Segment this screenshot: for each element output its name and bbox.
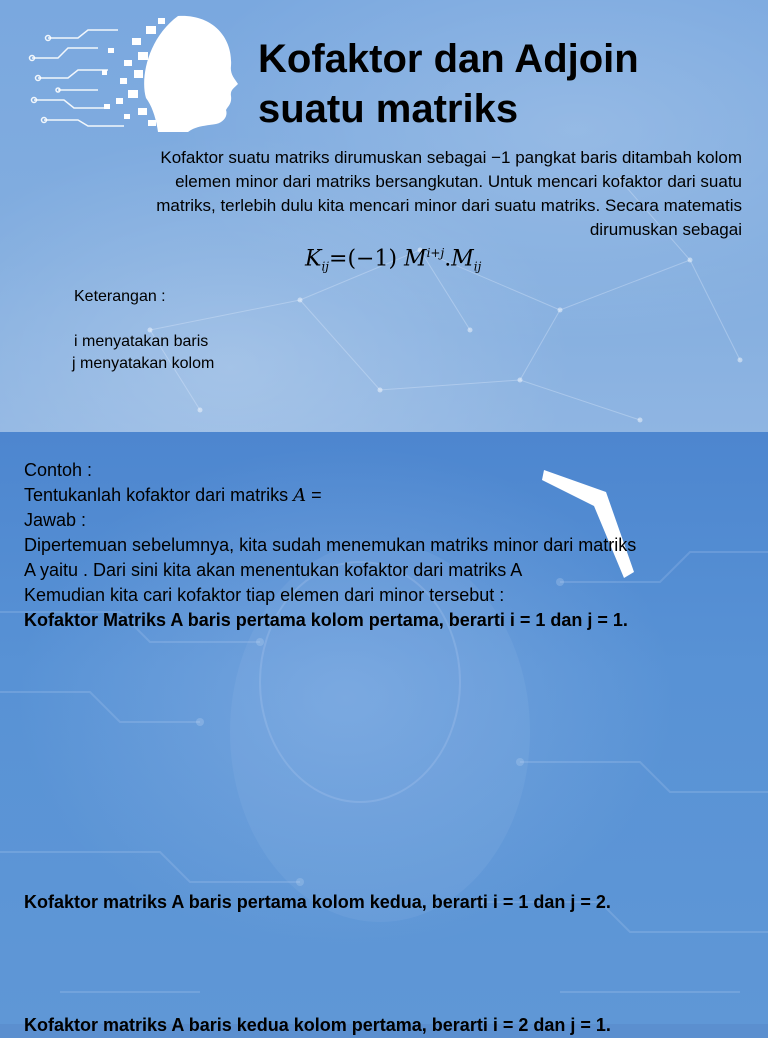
cofactor-11-heading: Kofaktor Matriks A baris pertama kolom pertama, berarti i = 1 dan j = 1. [24, 610, 628, 630]
contoh-label: Contoh : [24, 460, 93, 480]
title-line-2: suatu matriks [258, 87, 519, 131]
matrix-eq: = [306, 485, 322, 505]
formula-k-sub: ij [321, 259, 329, 274]
jawab-label: Jawab : [24, 510, 87, 530]
cofactor-12-heading: Kofaktor matriks A baris pertama kolom kedua, berarti i = 1 dan j = 2. [24, 892, 611, 912]
intro-line-4: dirumuskan sebagai [589, 220, 742, 239]
intro-line-1: Kofaktor suatu matriks dirumuskan sebagai −1 pangkat baris ditambah kolom [160, 148, 742, 167]
keterangan-label: Keterangan : [74, 288, 166, 305]
intro-paragraph [40, 146, 742, 242]
intro-line-3: matriks, terlebih dulu kita mencari minor dari suatu matriks. Secara matematis [156, 196, 742, 215]
answer-line-1: Dipertemuan sebelumnya, kita sudah menemukan matriks minor dari matriks [24, 535, 637, 555]
formula-m2-sub: ij [473, 259, 482, 274]
formula-dot: . [444, 246, 452, 272]
slide-title [258, 34, 738, 134]
matrix-symbol: A [293, 485, 307, 506]
keterangan-kolom: j menyatakan kolom [72, 355, 215, 372]
question-line [24, 483, 754, 508]
answer-line-2: A yaitu . Dari sini kita akan menentukan kofaktor dari matriks A [24, 560, 523, 580]
formula-m2: M [451, 246, 474, 272]
slide-2 [0, 432, 768, 1035]
cofactor-formula [305, 246, 481, 274]
formula-paren: (−1) [347, 246, 398, 272]
keterangan-baris: i menyatakan baris [74, 333, 209, 350]
formula-eq: = [329, 246, 348, 272]
formula-m: M [404, 246, 427, 272]
answer-line-3: Kemudian kita cari kofaktor tiap elemen dari minor tersebut : [24, 585, 505, 605]
intro-line-2: elemen minor dari matriks bersangkutan. Untuk mencari kofaktor dari suatu [175, 172, 742, 191]
formula-m-sup: i+j [426, 246, 445, 260]
title-line-1: Kofaktor dan Adjoin [258, 37, 639, 81]
formula-k: K [305, 246, 322, 272]
slide-1 [0, 0, 768, 432]
face-silhouette-icon [28, 8, 240, 140]
cofactor-21-heading: Kofaktor matriks A baris kedua kolom pertama, berarti i = 2 dan j = 1. [24, 1015, 611, 1035]
question-text: Tentukanlah kofaktor dari matriks [24, 485, 289, 505]
